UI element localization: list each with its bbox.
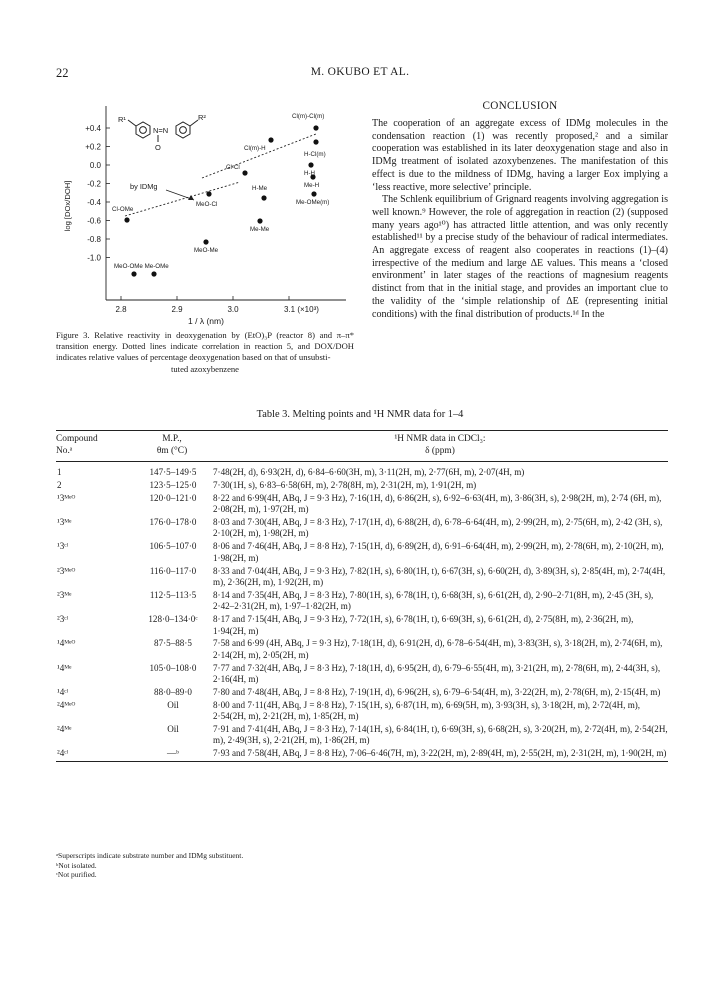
table-row — [56, 724, 668, 747]
cell-compound: ²3ᴹᵉ — [57, 589, 72, 600]
label-me-me: Me-Me — [250, 226, 270, 233]
by-idmg-label: by IDMg — [130, 182, 158, 191]
table-row — [56, 480, 668, 492]
cell-nmr: 8·33 and 7·04(4H, ABq, J = 9·3 Hz), 7·82(1H, s), 6·80(1H, t), 6·67(3H, s), 6·60(2H, d), 3·89(3H, s), 2·85(4H, m), 2·74(4H, m), 2·36(2H, m), 1·92(2H, m) — [213, 565, 666, 588]
cell-nmr: 7·58 and 6·99 (4H, ABq, J = 9·3 Hz), 7·18(1H, d), 6·91(2H, d), 6·78–6·54(4H, m), 3·83(3H, s), 3·18(2H, m), 2·74(6H, m), 2·14(2H, m), 2·05(2H, m) — [213, 638, 663, 660]
cell-compound: ¹4ᴹᵉᴼ — [57, 638, 76, 649]
cell-compound: ¹3ᶜˡ — [57, 541, 69, 552]
label-cl-m-cl-m: Cl(m)-Cl(m) — [292, 113, 325, 120]
cell-compound: 2 — [57, 479, 62, 490]
header-compound-sub: No.ᵃ — [56, 445, 73, 456]
label-h-me: H-Me — [252, 185, 268, 192]
label-me-ome-m: Me-OMe(m) — [296, 199, 330, 206]
cell-compound: ²4ᴹᵉ — [57, 723, 72, 734]
data-points — [124, 125, 318, 276]
table-row — [56, 748, 668, 760]
cell-nmr: 8·17 and 7·15(4H, ABq, J = 9·3 Hz), 7·72(1H, s), 6·78(1H, t), 6·69(3H, s), 6·61(2H, d), 2·75(8H, m), 2·36(2H, m), 1·94(2H, m) — [213, 614, 634, 636]
figure-caption — [56, 330, 354, 375]
y-tick-label: -0.4 — [87, 198, 101, 207]
cell-nmr: 7·93 and 7·58(4H, ABq, J = 8·8 Hz), 7·06–6·46(7H, m), 3·22(2H, m), 2·89(4H, m), 2·55(2H, m), 2·31(2H, m), 1·90(2H, m) — [213, 748, 667, 759]
x-tick-label: 3.1 (×10³) — [284, 305, 319, 314]
point-me-me — [257, 218, 262, 223]
label-cl-cl: Cl-Cl — [226, 164, 240, 171]
table-row — [56, 638, 668, 661]
col-mp — [132, 434, 212, 457]
point-cl-cl — [242, 170, 247, 175]
correlation-line-upper — [202, 134, 316, 178]
point-h-me — [261, 195, 266, 200]
y-tick-label: +0.2 — [85, 142, 101, 152]
point-me-ome-m — [311, 191, 316, 196]
conclusion-section — [372, 100, 668, 321]
cell-mp: Oil — [167, 699, 179, 710]
header-mp-sub: θm (°C) — [156, 445, 188, 456]
y-tick-label: -0.8 — [87, 235, 101, 244]
label-meo-cl: MeO-Cl — [196, 201, 218, 208]
point-me-ome — [151, 271, 156, 276]
azo-label: N=N — [153, 126, 169, 135]
table-caption: Table 3. Melting points and ¹H NMR data for 1–4 — [256, 409, 464, 420]
table-row — [56, 687, 668, 699]
x-tick-label: 3.0 — [227, 305, 239, 314]
r2-label: R² — [198, 113, 206, 122]
table-row — [56, 614, 668, 637]
nmr-table — [56, 430, 668, 762]
paragraph: The cooperation of an aggregate excess of IDMg molecules in the condensation reaction (1) was recently proposed,² and a similar cooperation was established in its later deoxygenation stage and also in IDMg treatment of isolated azoxybenzenes. The manifestation of this effect is due to the mildness of IDMg, having a larger Eox implying a ‘less reactive, more selective’ principle. — [372, 118, 668, 193]
page-number: 22 — [56, 66, 69, 80]
figure-3 — [54, 98, 354, 330]
y-axis-label: log [DOx/DOH] — [63, 180, 72, 232]
table-row — [56, 517, 668, 540]
cell-mp: 105·0–108·0 — [149, 662, 197, 673]
cell-compound: ¹4ᴹᵉ — [57, 662, 72, 673]
r1-label: R¹ — [118, 115, 126, 124]
y-tick-label: +0.4 — [85, 124, 101, 133]
col-nmr — [212, 434, 668, 457]
cell-mp: 147·5–149·5 — [149, 467, 197, 478]
y-tick-label: -1.0 — [87, 253, 101, 263]
table-footnotes — [56, 851, 668, 880]
label-cl-m-h: Cl(m)-H — [244, 145, 266, 152]
label-h-cl-m: H-Cl(m) — [304, 151, 326, 158]
cell-mp: 128·0–134·0ᶜ — [148, 614, 198, 625]
header-nmr-sub: δ (ppm) — [425, 445, 455, 456]
cell-mp: 88·0–89·0 — [154, 686, 192, 697]
cell-nmr: 7·91 and 7·41(4H, ABq, J = 8·3 Hz), 7·14(1H, s), 6·84(1H, t), 6·69(3H, s), 6·68(2H, s), 3·20(2H, m), 2·72(4H, m), 2·54(2H, m), 2·49(3H, s), 2·21(2H, m), 1·86(2H, m) — [213, 723, 668, 746]
col-compound — [56, 434, 132, 457]
table-row — [56, 700, 668, 723]
cell-compound: ²3ᶜˡ — [57, 614, 69, 625]
point-h-cl-m — [313, 139, 318, 144]
section-heading: CONCLUSION — [482, 100, 558, 112]
cell-mp: 106·5–107·0 — [149, 541, 197, 552]
table-row — [56, 566, 668, 589]
cell-mp: —ᵇ — [167, 748, 179, 759]
conclusion-body — [372, 118, 668, 321]
x-axis-label: 1 / λ (nm) — [188, 316, 224, 326]
point-meo-cl — [206, 191, 211, 196]
cell-mp: 176·0–178·0 — [149, 516, 197, 527]
cell-mp: 87·5–88·5 — [154, 638, 192, 649]
y-tick-label: 0.0 — [89, 161, 101, 170]
cell-nmr: 8·00 and 7·11(4H, ABq, J = 8·8 Hz), 7·15(1H, s), 6·87(1H, m), 6·69(5H, m), 3·93(3H, s), 3·18(2H, m), 2·72(4H, m), 2·54(2H, m), 2·21(2H, m), 1·85(2H, m) — [213, 699, 641, 722]
cell-compound: ²3ᴹᵉᴼ — [57, 565, 76, 576]
footnote-b: ᵇNot isolated. — [56, 860, 97, 870]
point-cl-ome — [124, 217, 129, 222]
cell-compound: ¹4ᶜˡ — [57, 686, 69, 697]
cell-compound: ¹3ᴹᵉ — [57, 516, 72, 527]
x-tick-label: 2.9 — [171, 305, 183, 314]
table-row — [56, 493, 668, 516]
cell-nmr: 7·80 and 7·48(4H, ABq, J = 8·8 Hz), 7·19(1H, d), 6·96(2H, s), 6·79–6·54(4H, m), 3·22(2H, m), 2·78(6H, m), 2·15(4H, m) — [213, 686, 661, 697]
page-header — [0, 0, 720, 84]
figure-plot — [54, 98, 354, 330]
figure-caption-text: Figure 3. Relative reactivity in deoxygenation by (EtO)₃P (reactor 8) and π–π* transition energy. Dotted lines indicate correlation in reaction 5, and DOX/DOH indicates relative values of percentage deoxygenation based on that of unsubsti- — [56, 330, 354, 363]
footnote-c: ᶜNot purified. — [56, 870, 97, 880]
azoxybenzene-structure — [118, 113, 206, 152]
label-me-h: Me-H — [304, 182, 320, 189]
y-tick-label: -0.2 — [87, 179, 101, 189]
cell-nmr: 7·48(2H, d), 6·93(2H, d), 6·84–6·60(3H, m), 3·11(2H, m), 2·77(6H, m), 2·07(4H, m) — [213, 467, 525, 478]
point-meo-ome — [131, 271, 136, 276]
footnote-a: ᵃSuperscripts indicate substrate number and IDMg substituent. — [56, 851, 244, 860]
label-cl-ome: Cl-OMe — [112, 206, 134, 213]
running-head: M. OKUBO ET AL. — [310, 66, 410, 78]
x-tick-label: 2.8 — [115, 305, 127, 314]
cell-nmr: 7·77 and 7·32(4H, ABq, J = 8·3 Hz), 7·18(1H, d), 6·95(2H, d), 6·79–6·55(4H, m), 3·21(2H, m), 2·78(6H, m), 2·44(3H, s), 2·16(4H, m) — [213, 662, 661, 685]
cell-nmr: 7·30(1H, s), 6·83–6·58(6H, m), 2·78(8H, m), 2·31(2H, m), 1·91(2H, m) — [213, 479, 477, 490]
table-body — [56, 462, 668, 760]
label-h-h: H-H — [304, 170, 315, 177]
point-h-h — [308, 162, 313, 167]
oxygen-label: O — [155, 143, 161, 152]
cell-mp: 120·0–121·0 — [149, 492, 197, 503]
cell-compound: ²4ᴹᵉᴼ — [57, 699, 76, 710]
label-meo-me: MeO-Me — [194, 247, 219, 254]
cell-compound: 1 — [57, 467, 62, 478]
cell-mp: 123·5–125·0 — [149, 479, 197, 490]
point-cl-m-cl-m — [313, 125, 318, 130]
point-meo-me — [203, 239, 208, 244]
table-row — [56, 467, 668, 479]
arrow-head-icon — [188, 195, 194, 200]
x-ticks — [115, 296, 319, 314]
table-row — [56, 590, 668, 613]
table-row — [56, 663, 668, 686]
cell-mp: 112·5–113·5 — [149, 589, 197, 600]
cell-compound: ²4ᶜˡ — [57, 748, 69, 759]
header-compound: Compound — [56, 434, 98, 444]
cell-nmr: 8·22 and 6·99(4H, ABq, J = 9·3 Hz), 7·16(1H, d), 6·86(2H, s), 6·92–6·63(4H, m), 3·86(3H, s), 2·98(2H, m), 2·74 (6H, m), 2·08(2H, m), 1·97(2H, m) — [213, 492, 662, 515]
cell-nmr: 8·06 and 7·46(4H, ABq, J = 8·8 Hz), 7·15(1H, d), 6·89(2H, d), 6·91–6·64(4H, m), 2·99(2H, m), 2·78(6H, m), 2·10(2H, m), 1·98(2H, m) — [213, 541, 664, 563]
paragraph: The Schlenk equilibrium of Grignard reagents involving aggregation is well known.⁹ However, the role of aggregation in reaction (2) (supposed many years ago¹⁰) has attracted little attention, and was only recently established¹¹ by a precise study of the behaviour of radical intermediates. An aggregate excess of reagent also cooperates in reactions (1)–(4) irrespective of the medium and large ΔE values. This means a ‘closed environment’ in later stages of the reactions of magnesium reagents distinct from that in the initial stage, and provides an important clue to the validity of the ‘simple relationship of ΔE (representing initial conditions) with the final distribution of products.¹ᵈ In the — [372, 194, 668, 320]
header-mp: M.P., — [162, 434, 182, 444]
table-header — [56, 431, 668, 461]
cell-mp: Oil — [167, 723, 179, 734]
header-nmr: ¹H NMR data in CDCl₃: — [394, 434, 486, 444]
cell-compound: ¹3ᴹᵉᴼ — [57, 492, 76, 503]
cell-mp: 116·0–117·0 — [149, 565, 197, 576]
table-rule-bottom — [56, 761, 668, 762]
point-cl-m-h — [268, 137, 273, 142]
y-tick-label: -0.6 — [87, 216, 101, 226]
cell-nmr: 8·03 and 7·30(4H, ABq, J = 8·3 Hz), 7·17(1H, d), 6·88(2H, d), 6·78–6·64(4H, m), 2·99(2H, m), 2·75(6H, m), 2·42 (3H, s), 2·10(2H, m), 1·98(2H, m) — [213, 516, 663, 539]
left-ring-icon — [136, 122, 150, 138]
label-meo-ome-me-ome: MeO-OMe Me-OMe — [114, 263, 169, 270]
right-ring-icon — [176, 122, 190, 138]
table-row — [56, 541, 668, 564]
figure-caption-last-line: tuted azoxybenzene — [171, 363, 239, 374]
cell-nmr: 8·14 and 7·35(4H, ABq, J = 8·3 Hz), 7·80(1H, s), 6·78(1H, t), 6·68(3H, s), 6·61(2H, d), 2·90–2·71(8H, m), 2·45 (3H, s), 2·42–2·31(2H, m), 1·97–1·82(2H, m) — [213, 589, 654, 612]
